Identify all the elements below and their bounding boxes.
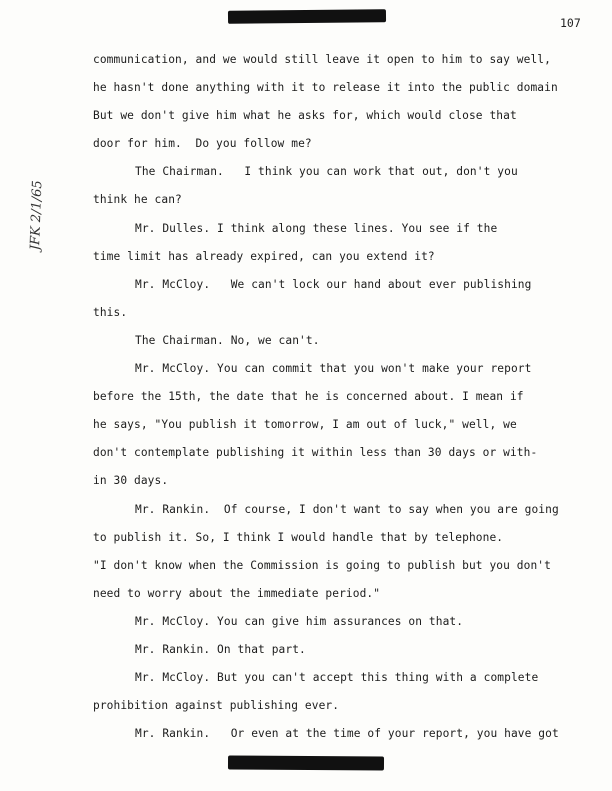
transcript-line: before the 15th, the date that he is concerned about. I mean if xyxy=(93,390,524,404)
transcript-line: need to worry about the immediate period." xyxy=(93,586,381,600)
transcript-line: Mr. McCloy. We can't lock our hand about ever publishing xyxy=(135,277,532,291)
transcript-line: prohibition against publishing ever. xyxy=(93,699,340,713)
transcript-line: The Chairman. No, we can't. xyxy=(135,333,320,347)
transcript-line: door for him. Do you follow me? xyxy=(93,137,312,151)
transcript-line: think he can? xyxy=(93,193,182,207)
transcript-line: Mr. Rankin. Of course, I don't want to say when you are going xyxy=(135,502,559,516)
transcript-line: Mr. McCloy. You can commit that you won't make your report xyxy=(135,362,532,376)
transcript-line: communication, and we would still leave it open to him to say well, xyxy=(93,53,551,66)
transcript-line: to publish it. So, I think I would handle that by telephone. xyxy=(93,530,504,544)
transcript-line: Mr. Dulles. I think along these lines. You see if the xyxy=(135,221,498,235)
transcript-line: "I don't know when the Commission is going to publish but you don't xyxy=(93,558,551,572)
transcript-line: time limit has already expired, can you extend it? xyxy=(93,249,435,263)
transcript-line: he hasn't done anything with it to release it into the public domain xyxy=(93,81,558,95)
handwritten-margin-note: JFK 2/1/65 xyxy=(28,180,46,251)
page-number: 107 xyxy=(560,16,581,30)
transcript-line: this. xyxy=(93,305,128,319)
transcript-line: But we don't give him what he asks for, which would close that xyxy=(93,109,517,123)
transcript-body xyxy=(93,46,593,748)
transcript-line: Mr. McCloy. You can give him assurances on that. xyxy=(135,614,464,628)
redaction-bar-top xyxy=(228,9,386,24)
transcript-line: don't contemplate publishing it within less than 30 days or with- xyxy=(93,446,538,460)
transcript-line: in 30 days. xyxy=(93,474,169,488)
transcript-line: The Chairman. I think you can work that out, don't you xyxy=(135,165,518,179)
transcript-line: Mr. McCloy. But you can't accept this thing with a complete xyxy=(135,671,539,685)
redaction-bar-bottom xyxy=(228,755,384,770)
transcript-line: Mr. Rankin. On that part. xyxy=(135,642,306,656)
transcript-line: he says, "You publish it tomorrow, I am out of luck," well, we xyxy=(93,418,517,432)
transcript-line: Mr. Rankin. Or even at the time of your report, you have got xyxy=(135,727,559,741)
